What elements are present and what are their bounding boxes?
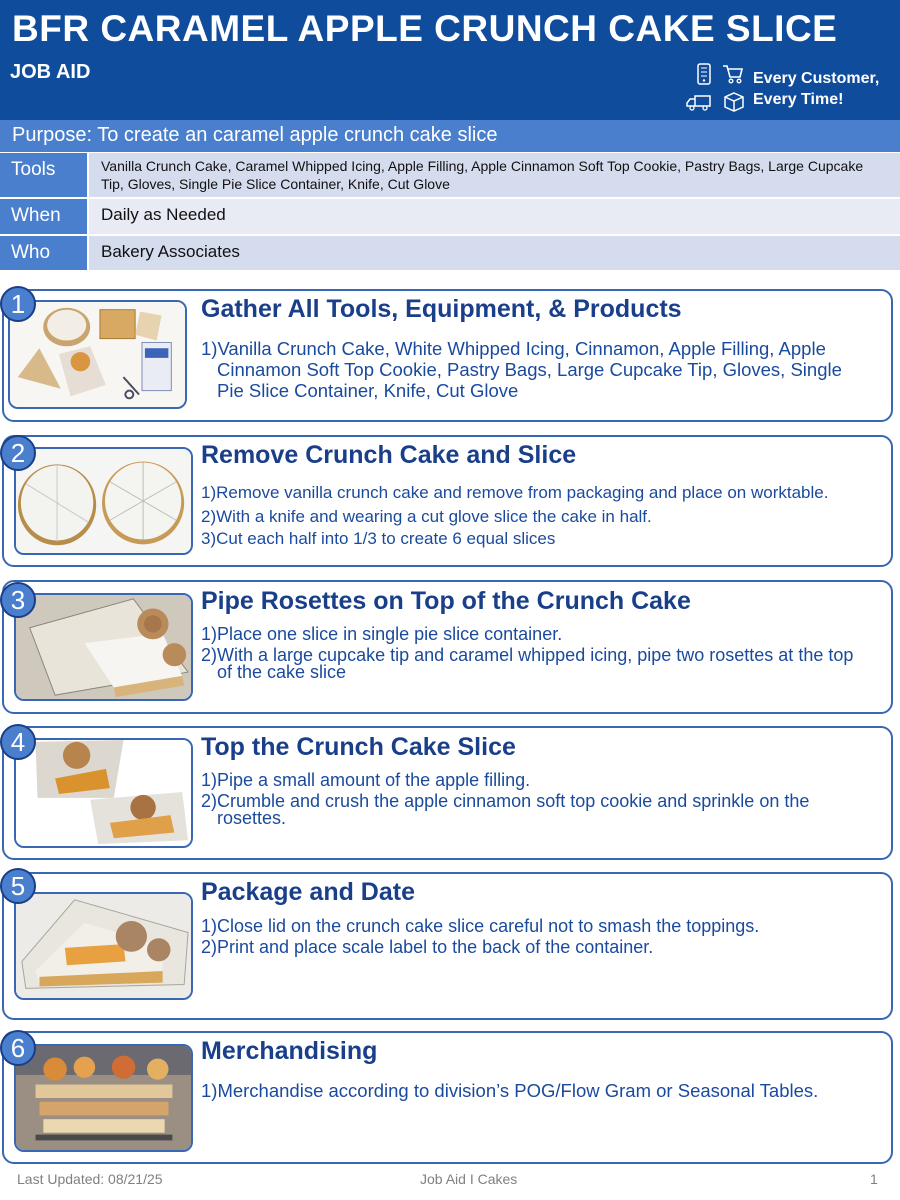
document-subtitle: JOB AID	[10, 61, 91, 83]
tools-label: Tools	[0, 153, 87, 197]
instruction-item: 3)Cut each half into 1/3 to create 6 equal slices	[201, 529, 556, 548]
step-number-badge: 1	[0, 286, 36, 322]
package-box-icon	[723, 91, 745, 113]
step-title: Remove Crunch Cake and Slice	[201, 441, 577, 469]
step-number-badge: 2	[0, 435, 36, 471]
step-photo-merchandising-display	[14, 1044, 193, 1152]
step-number-badge: 4	[0, 724, 36, 760]
step-instructions	[201, 918, 871, 958]
tools-row	[0, 153, 900, 197]
phone-icon	[697, 63, 711, 85]
step-title: Merchandising	[201, 1037, 378, 1065]
footer-section: Job Aid I Cakes	[420, 1171, 518, 1187]
last-updated: Last Updated: 08/21/25	[17, 1171, 163, 1187]
page-header	[0, 0, 900, 120]
tagline-icons	[686, 63, 750, 115]
step-instructions	[201, 772, 871, 829]
tools-value: Vanilla Crunch Cake, Caramel Whipped Icing, Apple Filling, Apple Cinnamon Soft Top Cookie, Pastry Bags, Large Cupcake Tip, Gloves, Single Pie Slice Container, Knife, Cut Glove	[89, 153, 900, 197]
when-value: Daily as Needed	[89, 199, 900, 234]
page-number: 1	[870, 1171, 878, 1187]
step-number-badge: 6	[0, 1030, 36, 1066]
delivery-truck-icon	[686, 93, 712, 111]
when-label: When	[0, 199, 87, 234]
instruction-item: 2)Print and place scale label to the back of the container.	[201, 937, 654, 957]
instruction-item: 1)Remove vanilla crunch cake and remove from packaging and place on worktable.	[201, 483, 829, 502]
page-footer	[0, 1170, 900, 1190]
instruction-item: 1)Vanilla Crunch Cake, White Whipped Icing, Cinnamon, Apple Filling, Apple Cinnamon Soft Top Cookie, Pastry Bags, Large Cupcake Tip, Gloves, Single Pie Slice Container, Knife, Cut Glove	[201, 338, 842, 401]
step-photo-rosettes	[14, 593, 193, 701]
tagline	[686, 63, 898, 115]
step-number-badge: 5	[0, 868, 36, 904]
who-row	[0, 236, 900, 270]
purpose-bar: Purpose: To create an caramel apple crunch cake slice	[0, 120, 900, 152]
step-photo-tools-products	[8, 300, 187, 409]
step-instructions	[201, 338, 871, 403]
step-number-badge: 3	[0, 582, 36, 618]
tagline-text	[753, 68, 879, 110]
step-instructions	[201, 626, 871, 683]
step-title: Gather All Tools, Equipment, & Products	[201, 295, 682, 323]
tagline-line-1: Every Customer,	[753, 70, 880, 87]
document-title: BFR CARAMEL APPLE CRUNCH CAKE SLICE	[12, 8, 838, 49]
step-photo-sliced-cakes	[14, 447, 193, 555]
who-label: Who	[0, 236, 87, 270]
cart-icon	[722, 64, 744, 84]
instruction-item: 1)Merchandise according to division’s POG/Flow Gram or Seasonal Tables.	[201, 1080, 819, 1101]
step-photo-packaged-slice	[14, 892, 193, 1000]
instruction-item: 2)With a large cupcake tip and caramel whipped icing, pipe two rosettes at the top of the cake slice	[201, 645, 854, 682]
instruction-item: 1)Place one slice in single pie slice container.	[201, 624, 563, 644]
instruction-item: 2)With a knife and wearing a cut glove slice the cake in half.	[201, 507, 652, 526]
tagline-line-2: Every Time!	[753, 91, 844, 108]
who-value: Bakery Associates	[89, 236, 900, 270]
step-title: Top the Crunch Cake Slice	[201, 733, 516, 761]
step-title: Pipe Rosettes on Top of the Crunch Cake	[201, 587, 691, 615]
instruction-item: 1)Close lid on the crunch cake slice careful not to smash the toppings.	[201, 916, 760, 936]
step-photo-topped-slices	[14, 738, 193, 848]
instruction-item: 2)Crumble and crush the apple cinnamon soft top cookie and sprinkle on the rosettes.	[201, 791, 810, 828]
when-row	[0, 199, 900, 234]
instruction-item: 1)Pipe a small amount of the apple filling.	[201, 770, 531, 790]
step-instructions	[201, 484, 871, 550]
step-title: Package and Date	[201, 878, 415, 906]
step-instructions	[201, 1080, 871, 1103]
